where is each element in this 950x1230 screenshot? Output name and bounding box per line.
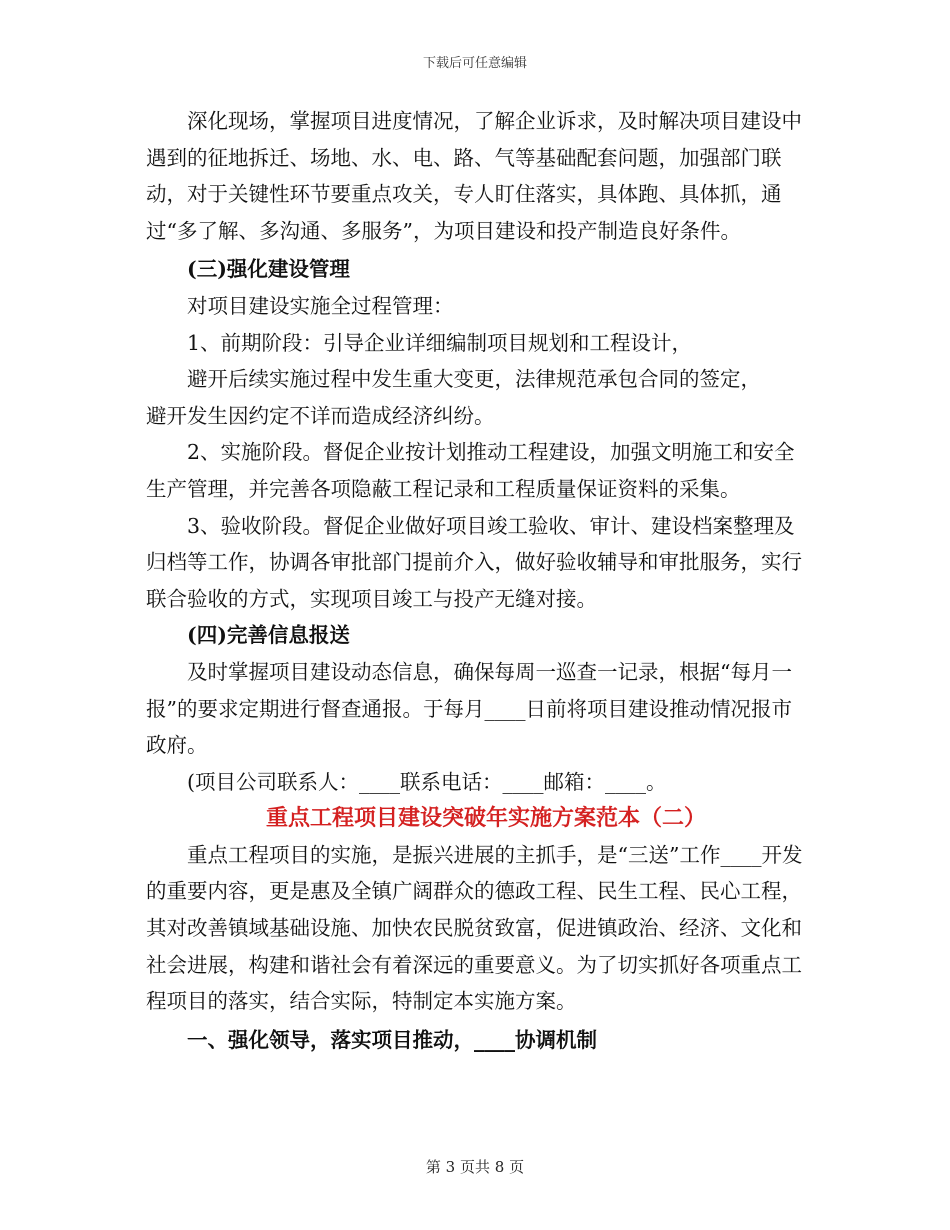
section-heading-4: (四)完善信息报送 <box>187 623 350 648</box>
paragraph-stage-1-cont: 避开后续实施过程中发生重大变更，法律规范承包合同的签定， <box>187 367 761 392</box>
paragraph-stage-3: 3、验收阶段。督促企业做好项目竣工验收、审计、建设档案整理及归档等工作，协调各审批部门提前介入，做好验收辅导和审批服务，实行联合验收的方式，实现项目竣工与投产无缝对接。 <box>146 513 802 611</box>
paragraph-site-visit: 深化现场，掌握项目进度情况，了解企业诉求，及时解决项目建设中遇到的征地拆迁、场地、水、电、路、气等基础配套问题，加强部门联动，对于关键性环节要重点攻关，专人盯住落实，具体跑、具体抓，通过“多了解、多沟通、多服务”，为项目建设和投产制造良好条件。 <box>146 109 802 243</box>
paragraph-contact: (项目公司联系人：____联系电话：____邮箱：____。 <box>187 769 667 794</box>
page-header: 下载后可任意编辑 <box>422 56 527 71</box>
paragraph-stage-1-end: 避开发生因约定不详而造成经济纠纷。 <box>146 403 495 428</box>
document-title: 重点工程项目建设突破年实施方案范本（二） <box>265 805 706 832</box>
document-body <box>146 103 806 1058</box>
paragraph-stage-1: 1、前期阶段：引导企业详细编制项目规划和工程设计， <box>187 330 693 355</box>
paragraph-info-report: 及时掌握项目建设动态信息，确保每周一巡查一记录，根据“每月一报”的要求定期进行督查通报。于每月____日前将项目建设推动情况报市政府。 <box>146 659 792 758</box>
section-heading-3: (三)强化建设管理 <box>187 257 350 282</box>
paragraph-project-importance: 重点工程项目的实施，是振兴进展的主抓手，是“三送”工作____开发的重要内容，更是惠及全镇广阔群众的德政工程、民生工程、民心工程，其对改善镇域基础设施、加快农民脱贫致富，促进镇政治、经济、文化和社会进展，构建和谐社会有着深远的重要意义。为了切实抓好各项重点工程项目的落实，结合实际，特制定本实施方案。 <box>146 842 803 1014</box>
section-heading-1: 一、强化领导，落实项目推动，____协调机制 <box>187 1027 597 1052</box>
paragraph-stage-2: 2、实施阶段。督促企业按计划推动工程建设，加强文明施工和安全生产管理，并完善各项隐蔽工程记录和工程质量保证资料的采集。 <box>146 440 795 501</box>
paragraph-management-intro: 对项目建设实施全过程管理： <box>187 293 454 318</box>
page-footer: 第 3 页共 8 页 <box>425 1158 525 1176</box>
